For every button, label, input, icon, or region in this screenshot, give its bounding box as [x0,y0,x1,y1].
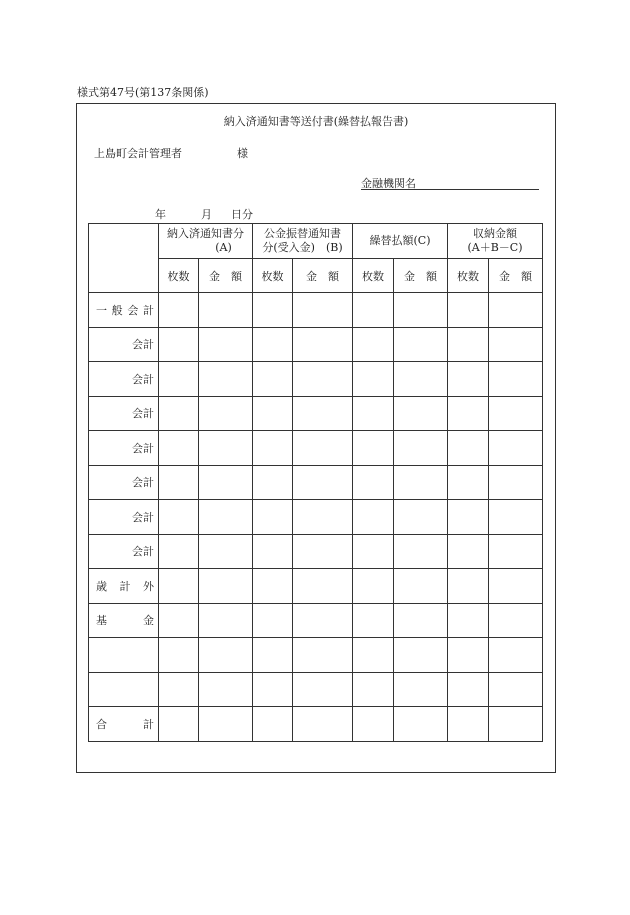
subheader-amount: 金 額 [293,259,353,293]
amount-cell[interactable] [293,362,353,397]
table-row [89,431,543,466]
count-cell[interactable] [253,396,293,431]
count-cell[interactable] [159,362,199,397]
bank-name-field[interactable] [361,175,539,190]
row-label [89,638,159,673]
count-cell[interactable] [159,569,199,604]
amount-cell[interactable] [489,465,543,500]
row-label: 会計 [89,327,159,362]
form-frame [76,103,556,773]
count-cell[interactable] [159,638,199,673]
date-month: 月 [201,208,212,221]
amount-cell[interactable] [293,465,353,500]
amount-cell[interactable] [199,431,253,466]
count-cell[interactable] [159,603,199,638]
count-cell[interactable] [353,465,394,500]
amount-cell[interactable] [293,500,353,535]
count-cell[interactable] [353,293,394,328]
count-cell[interactable] [253,638,293,673]
subheader-count: 枚数 [448,259,489,293]
subheader-count: 枚数 [159,259,199,293]
row-label: 会計 [89,431,159,466]
row-label: 会計 [89,465,159,500]
amount-cell[interactable] [199,569,253,604]
count-cell[interactable] [253,500,293,535]
row-label: 会計 [89,534,159,569]
amount-cell[interactable] [199,500,253,535]
addressee [94,145,248,161]
count-cell[interactable] [253,327,293,362]
amount-cell[interactable] [489,707,543,742]
count-cell[interactable] [159,500,199,535]
table-row [89,638,543,673]
amount-cell[interactable] [394,362,448,397]
count-cell[interactable] [448,293,489,328]
amount-cell[interactable] [199,396,253,431]
honorific: 様 [237,147,248,160]
table-row [89,465,543,500]
amount-cell[interactable] [293,603,353,638]
count-cell[interactable] [159,431,199,466]
row-label: 会計 [89,500,159,535]
amount-cell[interactable] [394,638,448,673]
count-cell[interactable] [448,638,489,673]
count-cell[interactable] [448,327,489,362]
header-kurikae: 繰替払額(C) [353,224,448,259]
addressee-name: 上島町会計管理者 [94,147,182,160]
count-cell[interactable] [353,500,394,535]
row-label: 会計 [89,362,159,397]
count-cell[interactable] [448,500,489,535]
table-row [89,362,543,397]
amount-cell[interactable] [394,431,448,466]
row-label: 会計 [89,396,159,431]
table-row [89,500,543,535]
count-cell[interactable] [353,603,394,638]
amount-cell[interactable] [489,534,543,569]
count-cell[interactable] [159,672,199,707]
count-cell[interactable] [353,396,394,431]
count-cell[interactable] [253,293,293,328]
count-cell[interactable] [353,638,394,673]
subheader-amount: 金 額 [199,259,253,293]
count-cell[interactable] [253,362,293,397]
amount-cell[interactable] [293,672,353,707]
table-row [89,569,543,604]
count-cell[interactable] [448,396,489,431]
subheader-count: 枚数 [253,259,293,293]
count-cell[interactable] [353,534,394,569]
table-row [89,603,543,638]
amount-cell[interactable] [489,500,543,535]
amount-cell[interactable] [199,603,253,638]
amount-cell[interactable] [489,327,543,362]
amount-cell[interactable] [293,534,353,569]
count-cell[interactable] [253,431,293,466]
header-row [89,224,543,259]
amount-cell[interactable] [394,293,448,328]
row-label: 一 般 会 計 [89,293,159,328]
amount-cell[interactable] [199,293,253,328]
count-cell[interactable] [253,603,293,638]
count-cell[interactable] [448,362,489,397]
amount-cell[interactable] [489,569,543,604]
count-cell[interactable] [353,707,394,742]
amount-cell[interactable] [394,500,448,535]
header-koukin: 公金振替通知書 分(受入金) (B) [253,224,353,259]
amount-cell[interactable] [489,638,543,673]
header-shuno: 収納金額 (A＋B－C) [448,224,543,259]
header-nonyu: 納入済通知書分 (A) [159,224,253,259]
amount-cell[interactable] [489,672,543,707]
amount-cell[interactable] [293,293,353,328]
amount-cell[interactable] [394,603,448,638]
count-cell[interactable] [448,569,489,604]
amount-cell[interactable] [199,638,253,673]
count-cell[interactable] [253,569,293,604]
subheader-amount: 金 額 [489,259,543,293]
amount-cell[interactable] [489,396,543,431]
count-cell[interactable] [353,327,394,362]
amount-cell[interactable] [394,396,448,431]
count-cell[interactable] [159,465,199,500]
amount-cell[interactable] [394,569,448,604]
date-line [155,206,253,222]
amount-cell[interactable] [489,431,543,466]
amount-cell[interactable] [199,707,253,742]
table-row [89,672,543,707]
count-cell[interactable] [159,396,199,431]
subheader-count: 枚数 [353,259,394,293]
count-cell[interactable] [253,534,293,569]
count-cell[interactable] [159,534,199,569]
count-cell[interactable] [159,293,199,328]
amount-cell[interactable] [394,707,448,742]
count-cell[interactable] [353,672,394,707]
amount-cell[interactable] [293,327,353,362]
table-row [89,293,543,328]
table-row [89,534,543,569]
count-cell[interactable] [253,672,293,707]
amount-cell[interactable] [293,569,353,604]
amount-cell[interactable] [293,431,353,466]
amount-cell[interactable] [293,707,353,742]
count-cell[interactable] [448,603,489,638]
amount-cell[interactable] [199,534,253,569]
amount-cell[interactable] [293,638,353,673]
count-cell[interactable] [253,707,293,742]
row-label [89,672,159,707]
count-cell[interactable] [159,327,199,362]
amount-cell[interactable] [199,327,253,362]
amount-cell[interactable] [199,672,253,707]
subheader-amount: 金 額 [394,259,448,293]
amount-cell[interactable] [199,465,253,500]
bank-name-label: 金融機関名 [361,177,416,190]
count-cell[interactable] [448,431,489,466]
amount-cell[interactable] [394,465,448,500]
amount-cell[interactable] [394,534,448,569]
amount-cell[interactable] [489,293,543,328]
form-title: 納入済通知書等送付書(繰替払報告書) [223,115,409,128]
count-cell[interactable] [353,569,394,604]
amount-cell[interactable] [293,396,353,431]
amount-cell[interactable] [199,362,253,397]
date-day: 日分 [231,208,253,221]
form-reference: 様式第47号(第137条関係) [77,86,209,99]
count-cell[interactable] [253,465,293,500]
amount-cell[interactable] [489,603,543,638]
header-corner [89,224,159,293]
table-row [89,396,543,431]
count-cell[interactable] [448,707,489,742]
count-cell[interactable] [353,362,394,397]
table-row [89,327,543,362]
count-cell[interactable] [448,465,489,500]
amount-cell[interactable] [489,362,543,397]
amount-cell[interactable] [394,327,448,362]
count-cell[interactable] [448,672,489,707]
count-cell[interactable] [159,707,199,742]
summary-table [88,223,543,742]
amount-cell[interactable] [394,672,448,707]
count-cell[interactable] [448,534,489,569]
table-row [89,707,543,742]
row-label: 歳 計 外 [89,569,159,604]
row-label: 基 金 [89,603,159,638]
row-label: 合 計 [89,707,159,742]
count-cell[interactable] [353,431,394,466]
date-year: 年 [155,208,166,221]
